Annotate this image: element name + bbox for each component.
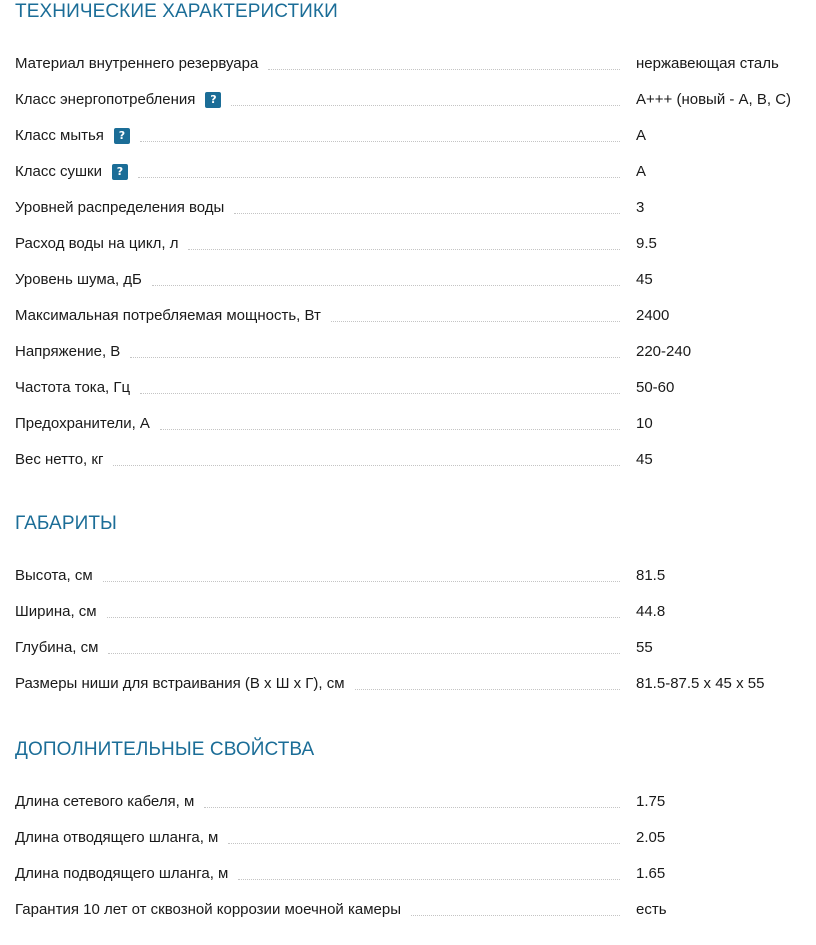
spec-row (15, 628, 810, 664)
dotted-leader (355, 688, 620, 690)
dotted-leader (411, 914, 620, 916)
spec-row (15, 854, 810, 890)
spec-label (15, 415, 160, 433)
spec-label-cell (15, 368, 620, 404)
dotted-leader (234, 212, 620, 214)
spec-row (15, 368, 810, 404)
spec-row (15, 782, 810, 818)
spec-value: 55 (636, 639, 653, 656)
spec-label-text: Класс энергопотребления (15, 91, 196, 108)
spec-list (15, 556, 810, 700)
dotted-leader (152, 284, 620, 286)
spec-label (15, 343, 130, 361)
dotted-leader (268, 68, 620, 70)
spec-label (15, 639, 108, 657)
spec-label-cell (15, 592, 620, 628)
spec-label-text: Глубина, см (15, 639, 99, 656)
spec-row (15, 592, 810, 628)
spec-row (15, 332, 810, 368)
spec-value: A (636, 163, 647, 180)
spec-label-cell (15, 628, 620, 664)
spec-row (15, 818, 810, 854)
spec-value: 3 (636, 199, 645, 216)
spec-value: 45 (636, 451, 653, 468)
spec-label (15, 829, 228, 847)
dotted-leader (130, 356, 620, 358)
section-title: ДОПОЛНИТЕЛЬНЫЕ СВОЙСТВА (15, 739, 315, 760)
dotted-leader (140, 392, 620, 394)
dotted-leader (228, 842, 620, 844)
section-title: ТЕХНИЧЕСКИЕ ХАРАКТЕРИСТИКИ (15, 1, 338, 22)
spec-label-text: Уровень шума, дБ (15, 271, 142, 288)
spec-label (15, 163, 138, 181)
spec-value: нержавеющая сталь (636, 55, 779, 72)
dotted-leader (138, 176, 620, 178)
spec-label-text: Напряжение, В (15, 343, 121, 360)
spec-label (15, 793, 204, 811)
spec-label-text: Гарантия 10 лет от сквозной коррозии моечной камеры (15, 901, 401, 918)
spec-row (15, 152, 810, 188)
spec-label (15, 901, 411, 919)
spec-label (15, 603, 107, 621)
spec-label-cell (15, 664, 620, 700)
spec-row (15, 80, 810, 116)
spec-label-text: Размеры ниши для встраивания (В x Ш x Г), см (15, 675, 345, 692)
spec-row (15, 116, 810, 152)
spec-row (15, 890, 810, 926)
spec-label-cell (15, 260, 620, 296)
spec-value: 45 (636, 271, 653, 288)
spec-label-cell (15, 224, 620, 260)
spec-row (15, 440, 810, 476)
spec-label-text: Вес нетто, кг (15, 451, 104, 468)
spec-value: 9.5 (636, 235, 657, 252)
spec-label-text: Максимальная потребляемая мощность, Вт (15, 307, 321, 324)
spec-label-cell (15, 854, 620, 890)
help-icon[interactable]: ? (205, 92, 221, 108)
spec-label (15, 91, 231, 109)
spec-label-cell (15, 44, 620, 80)
spec-label-text: Длина отводящего шланга, м (15, 829, 219, 846)
spec-label (15, 567, 103, 585)
spec-label-cell (15, 556, 620, 592)
spec-label-cell (15, 296, 620, 332)
spec-value: есть (636, 901, 667, 918)
spec-row (15, 556, 810, 592)
spec-value: 10 (636, 415, 653, 432)
spec-label (15, 199, 234, 217)
spec-label-cell (15, 332, 620, 368)
spec-value: 1.65 (636, 865, 666, 882)
spec-value: 2400 (636, 307, 670, 324)
dotted-leader (160, 428, 620, 430)
spec-label-cell (15, 440, 620, 476)
spec-row (15, 296, 810, 332)
spec-label (15, 451, 113, 469)
spec-value: 1.75 (636, 793, 666, 810)
dotted-leader (188, 248, 620, 250)
spec-label-text: Класс мытья (15, 127, 104, 144)
spec-label-text: Ширина, см (15, 603, 97, 620)
spec-row (15, 188, 810, 224)
dotted-leader (204, 806, 620, 808)
help-icon[interactable]: ? (112, 164, 128, 180)
section-title: ГАБАРИТЫ (15, 513, 117, 534)
section-technical (15, 0, 810, 476)
spec-label-text: Длина сетевого кабеля, м (15, 793, 195, 810)
spec-label (15, 307, 331, 325)
spec-row (15, 260, 810, 296)
spec-label (15, 235, 188, 253)
spec-label (15, 865, 238, 883)
spec-label (15, 379, 140, 397)
spec-label-text: Уровней распределения воды (15, 199, 225, 216)
spec-label (15, 271, 152, 289)
spec-label-text: Материал внутреннего резервуара (15, 55, 259, 72)
spec-label-cell (15, 152, 620, 188)
section-dimensions (15, 512, 810, 700)
dotted-leader (331, 320, 620, 322)
spec-label-cell (15, 890, 620, 926)
spec-row (15, 224, 810, 260)
spec-value: 81.5 (636, 567, 666, 584)
spec-label-text: Предохранители, А (15, 415, 150, 432)
spec-value: 44.8 (636, 603, 666, 620)
spec-row (15, 664, 810, 700)
spec-value: A (636, 127, 647, 144)
spec-label-cell (15, 404, 620, 440)
dotted-leader (140, 140, 620, 142)
spec-label (15, 127, 140, 145)
spec-label-cell (15, 782, 620, 818)
spec-list (15, 782, 810, 926)
help-icon[interactable]: ? (114, 128, 130, 144)
spec-label-cell (15, 116, 620, 152)
spec-row (15, 404, 810, 440)
spec-label-text: Высота, см (15, 567, 93, 584)
spec-label (15, 675, 355, 693)
spec-value: 50-60 (636, 379, 675, 396)
spec-label-cell (15, 818, 620, 854)
dotted-leader (103, 580, 620, 582)
dotted-leader (107, 616, 620, 618)
spec-value: 2.05 (636, 829, 666, 846)
spec-value: 220-240 (636, 343, 692, 360)
spec-label-text: Частота тока, Гц (15, 379, 131, 396)
section-additional (15, 738, 810, 926)
dotted-leader (113, 464, 620, 466)
spec-label-cell (15, 188, 620, 224)
dotted-leader (231, 104, 620, 106)
spec-label-text: Длина подводящего шланга, м (15, 865, 229, 882)
spec-value: A+++ (новый - A, B, C) (636, 91, 792, 108)
spec-value: 81.5-87.5 x 45 x 55 (636, 675, 765, 692)
spec-label (15, 55, 268, 73)
spec-list (15, 44, 810, 476)
spec-label-text: Расход воды на цикл, л (15, 235, 179, 252)
spec-label-cell (15, 80, 620, 116)
spec-label-text: Класс сушки (15, 163, 102, 180)
spec-row (15, 44, 810, 80)
dotted-leader (108, 652, 620, 654)
dotted-leader (238, 878, 620, 880)
